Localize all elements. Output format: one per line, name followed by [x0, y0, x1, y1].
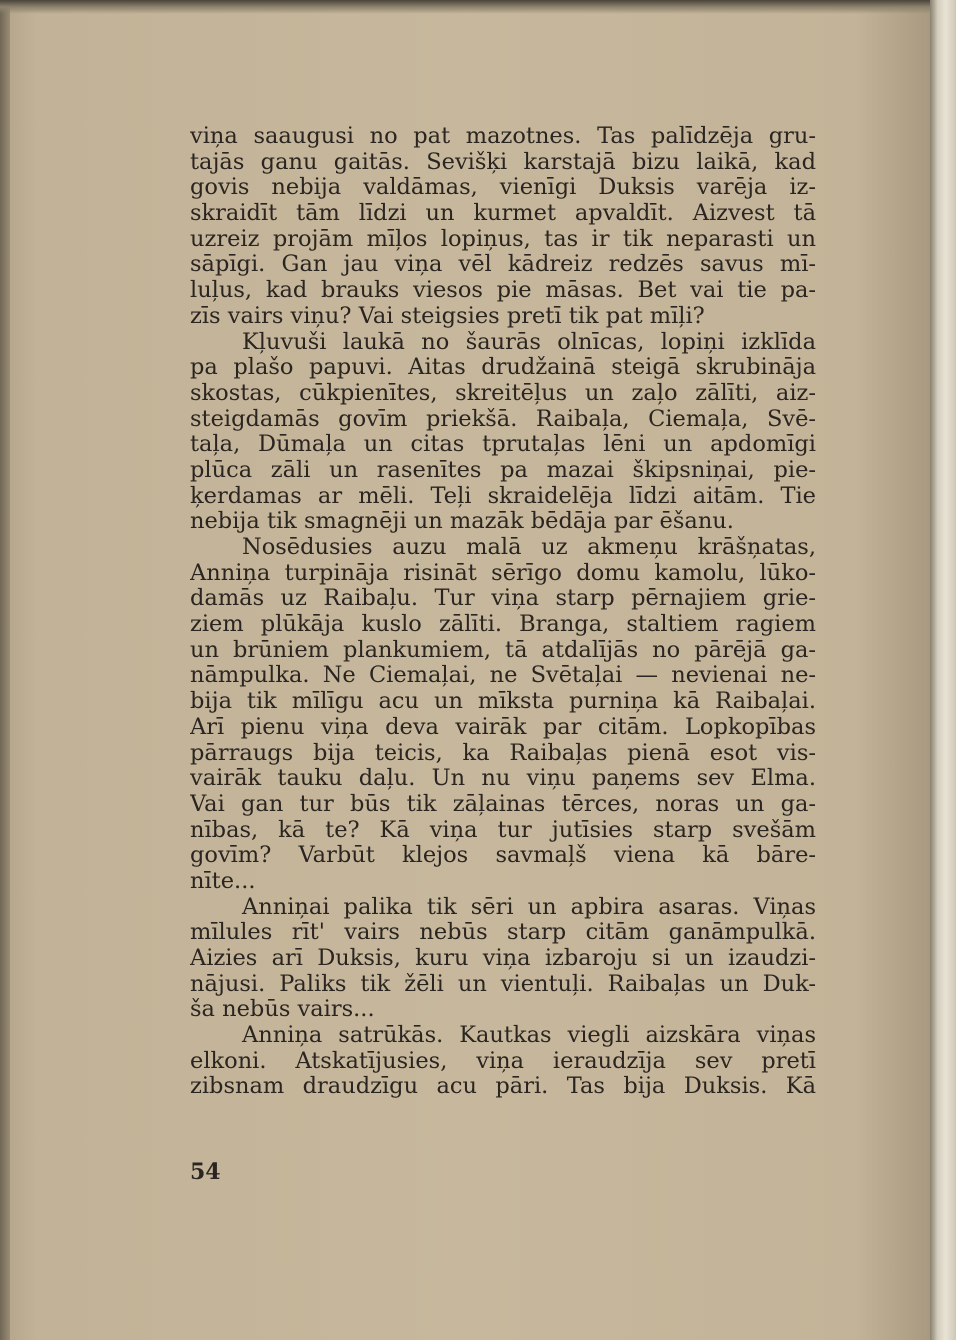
text-line: elkoni. Atskatījusies, viņa ieraudzīja sev pretī [190, 1048, 816, 1074]
text-line: nebija tik smagnēji un mazāk bēdāja par ēšanu. [190, 509, 734, 535]
text-line: vairāk tauku daļu. Un nu viņu paņems sev Elma. [190, 766, 816, 792]
text-line: ziem plūkāja kuslo zālīti. Branga, staltiem ragiem [190, 612, 816, 638]
text-line: plūca zāli un rasenītes pa mazai škipsniņai, pie- [190, 457, 816, 483]
text-line: govīm? Varbūt klejos savmaļš viena kā bāre- [190, 843, 816, 869]
text-line: taļa, Dūmaļa un citas tprutaļas lēni un apdomīgi [190, 432, 816, 458]
page-top-edge [0, 0, 930, 14]
paragraph-first-line: Nosēdusies auzu malā uz akmeņu krāšņatas, [242, 535, 816, 560]
page-fore-edge [930, 0, 956, 1340]
text-line: Arī pienu viņa deva vairāk par citām. Lopkopības [190, 714, 816, 740]
paragraph-first-line: Kļuvuši laukā no šaurās olnīcas, lopiņi izklīda [242, 329, 816, 355]
page-number: 54 [190, 1159, 221, 1185]
text-line: pa plašo papuvi. Aitas drudžainā steigā skrubināja [190, 355, 816, 381]
text-line: nājusi. Paliks tik žēli un vientuļi. Raibaļas un Duk- [190, 971, 816, 997]
page-gutter [0, 0, 10, 1340]
text-line: viņa saaugusi no pat mazotnes. Tas palīdzēja gru- [190, 124, 816, 149]
text-line: Vai gan tur būs tik zāļainas tērces, noras un ga- [190, 791, 816, 817]
text-line: sāpīgi. Gan jau viņa vēl kādreiz redzēs savus mī- [190, 252, 816, 278]
paragraph-first-line: Anniņa satrūkās. Kautkas viegli aizskāra viņas [242, 1023, 816, 1049]
text-line: pārraugs bija teicis, ka Raibaļas pienā esot vis- [190, 740, 816, 766]
text-line: zīs vairs viņu? Vai steigsies pretī tik pat mīļi? [190, 303, 705, 329]
text-line: mīlules rīt' vairs nebūs starp citām ganāmpulkā. [190, 920, 816, 946]
text-line: zibsnam draudzīgu acu pāri. Tas bija Duksis. Kā [190, 1074, 816, 1100]
paragraph-first-line: Anniņai palika tik sēri un apbira asaras. Viņas [242, 894, 816, 920]
text-line: skostas, cūkpienītes, skreitēļus un zaļo zālīti, aiz- [190, 380, 816, 406]
text-line: ķerdamas ar mēli. Teļi skraidelēja līdzi aitām. Tie [190, 483, 816, 509]
text-line: ša nebūs vairs... [190, 997, 375, 1023]
text-line: Anniņa turpināja risināt sērīgo domu kamolu, lūko- [190, 560, 816, 586]
text-line: bija tik mīlīgu acu un mīksta purniņa kā Raibaļai. [190, 689, 816, 715]
text-line: damās uz Raibaļu. Tur viņa starp pērnajiem grie- [190, 586, 816, 612]
text-line: uzreiz projām mīļos lopiņus, tas ir tik neparasti un [190, 226, 816, 252]
text-line: govis nebija valdāmas, vienīgi Duksis varēja iz- [190, 175, 816, 201]
text-line: steigdamās govīm priekšā. Raibaļa, Ciemaļa, Svē- [190, 406, 816, 432]
text-line: tajās ganu gaitās. Sevišķi karstajā bizu laikā, kad [190, 149, 816, 175]
text-line: nīte... [190, 868, 256, 894]
text-line: skraidīt tām līdzi un kurmet apvaldīt. Aizvest tā [190, 201, 816, 227]
text-line: nības, kā te? Kā viņa tur jutīsies starp svešām [190, 817, 816, 843]
text-line: luļus, kad brauks viesos pie māsas. Bet vai tie pa- [190, 278, 816, 304]
body-text [190, 124, 816, 1100]
text-line: un brūniem plankumiem, tā atdalījās no pārējā ga- [190, 637, 816, 663]
text-line: nāmpulka. Ne Ciemaļai, ne Svētaļai — nevienai ne- [190, 663, 816, 689]
text-line: Aizies arī Duksis, kuru viņa izbaroju si un izaudzi- [190, 946, 816, 971]
